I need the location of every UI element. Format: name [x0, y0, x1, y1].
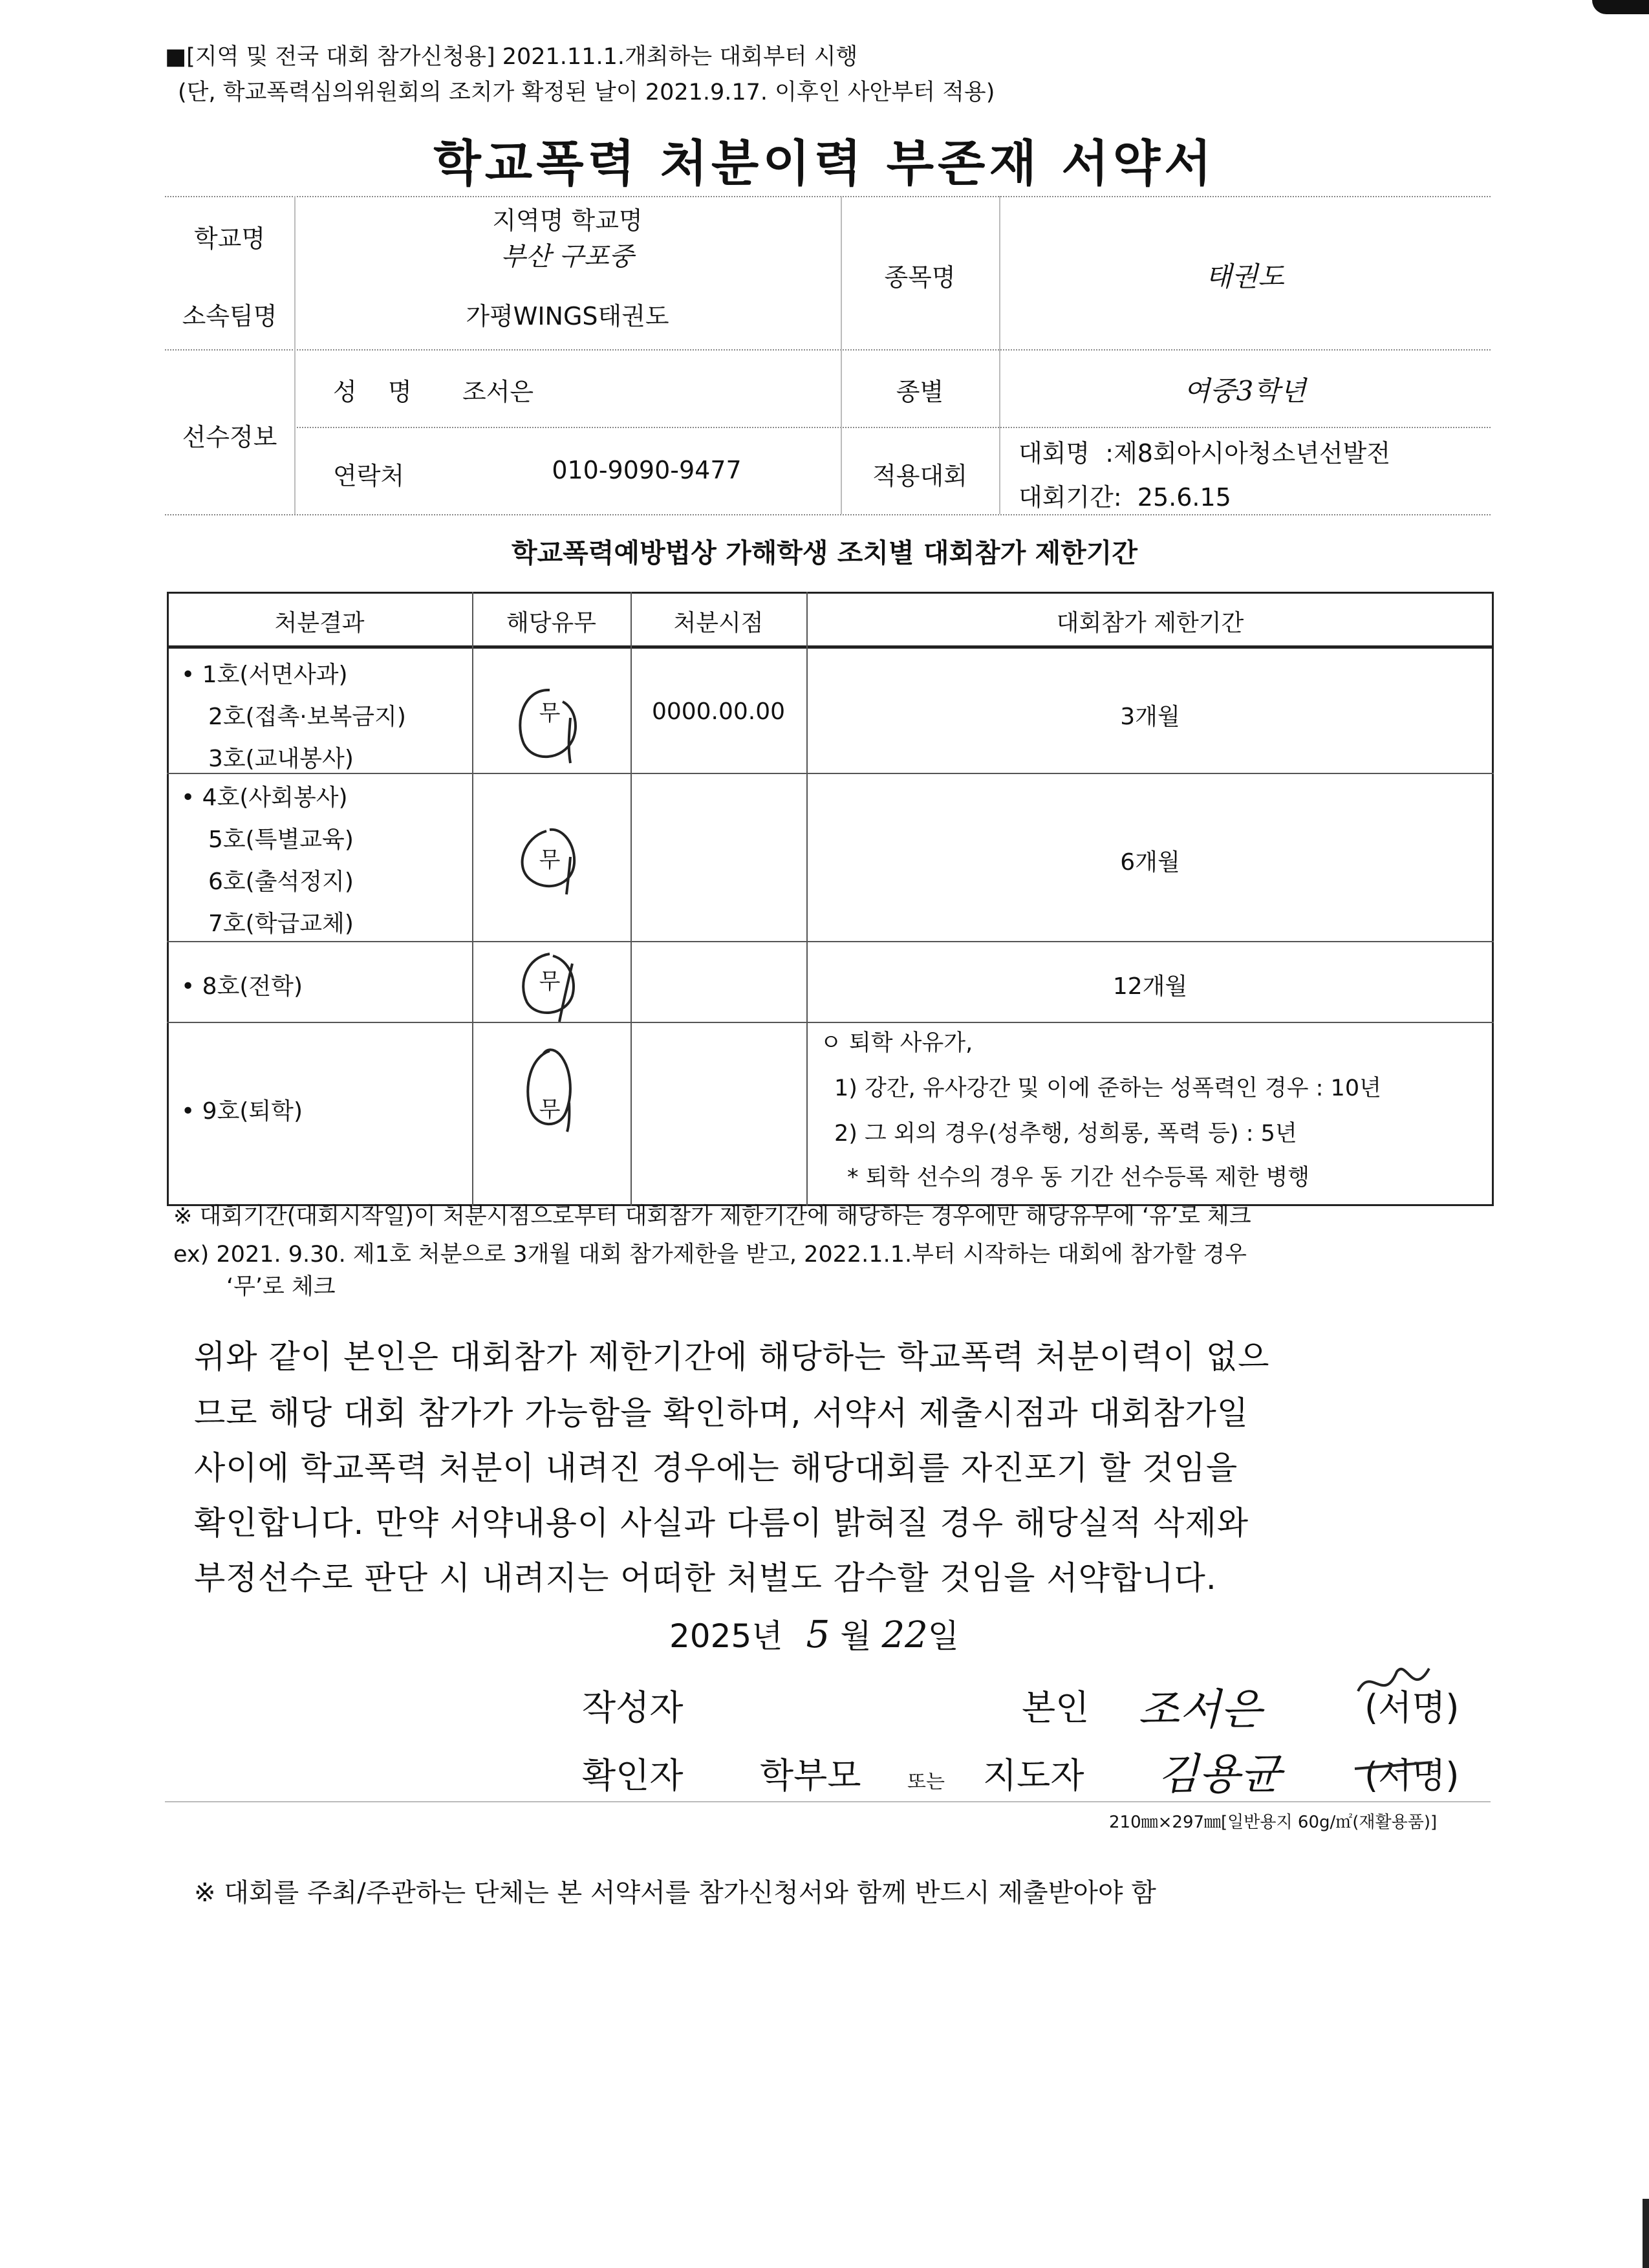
- info-bottom-line: [165, 514, 1491, 515]
- date-day: 22: [881, 1614, 928, 1656]
- date-day-suffix: 일: [927, 1617, 960, 1655]
- pledge-line-5: 부정선수로 판단 시 내려지는 어떠한 처벌도 감수할 것임을 서약합니다.: [194, 1559, 1217, 1597]
- info-mid-line: [165, 349, 1491, 351]
- row4-period-line-3: 2) 그 외의 경우(성추행, 성희롱, 폭력 등) : 5년: [834, 1121, 1297, 1147]
- row2-item-2: 5호(특별교육): [208, 826, 354, 853]
- row4-period-line-4: * 퇴학 선수의 경우 동 기간 선수등록 제한 병행: [847, 1165, 1310, 1191]
- table-col-line-3: [806, 592, 808, 1206]
- row4-check-circle: [514, 1041, 592, 1141]
- row3-item-1: • 8호(전학): [181, 973, 303, 1000]
- row3-mark: 무: [539, 969, 561, 995]
- footer-note: ※ 대회를 주최/주관하는 단체는 본 서약서를 참가신청서와 함께 반드시 제출받아야 함: [194, 1878, 1156, 1908]
- team-value: 가평WINGS태권도: [466, 302, 669, 330]
- row2-item-3: 6호(출석정지): [208, 869, 354, 895]
- scan-corner-mark: [1592, 0, 1649, 14]
- writer-label: 작성자: [582, 1687, 684, 1728]
- info-top-line: [165, 196, 1491, 197]
- sport-value: 태권도: [1205, 261, 1284, 292]
- table-header-applicable: 해당유무: [506, 610, 597, 636]
- row4-period-line-2: 1) 강간, 유사강간 및 이에 준하는 성폭력인 경우 : 10년: [834, 1075, 1381, 1101]
- row4-item-1: • 9호(퇴학): [181, 1098, 303, 1125]
- row1-item-1: • 1호(서면사과): [181, 662, 348, 688]
- event-label: 적용대회: [872, 462, 967, 490]
- contact-label: 연락처: [333, 462, 405, 490]
- coach-sign-strike: [1352, 1746, 1442, 1787]
- event-period: 대회기간: 25.6.15: [1018, 483, 1231, 512]
- name-value: 조서은: [462, 378, 534, 406]
- row2-period: 6개월: [1120, 849, 1180, 876]
- notice-line-1: ■[지역 및 전국 대회 참가신청용] 2021.11.1.개최하는 대회부터 시행: [165, 44, 858, 70]
- pledge-line-2: 므로 해당 대회 참가가 가능함을 확인하며, 서약서 제출시점과 대회참가일: [194, 1394, 1249, 1432]
- contact-value: 010-9090-9477: [552, 456, 742, 484]
- school-header: 지역명 학교명: [492, 206, 643, 235]
- self-signature: 조서은: [1138, 1685, 1262, 1734]
- pledge-line-4: 확인합니다. 만약 서약내용이 사실과 다름이 밝혀질 경우 해당실적 삭제와: [194, 1504, 1249, 1542]
- info-row-line: [294, 427, 1491, 428]
- paper-spec: 210㎜×297㎜[일반용지 60g/㎡(재활용품)]: [1109, 1813, 1438, 1832]
- category-label: 종별: [896, 378, 944, 406]
- coach-signature: 김용균: [1158, 1749, 1282, 1799]
- row1-item-3: 3호(교내봉사): [208, 746, 354, 772]
- scan-edge-mark: [1643, 2199, 1649, 2268]
- school-label: 학교명: [193, 224, 266, 253]
- table-row-line-1: [167, 773, 1494, 774]
- self-sign-suffix: (서명): [1364, 1687, 1460, 1728]
- row2-item-4: 7호(학급교체): [208, 911, 354, 937]
- row4-mark: 무: [539, 1097, 561, 1123]
- sign-divider: [165, 1801, 1491, 1802]
- category-value: 여중3학년: [1183, 375, 1306, 407]
- restriction-caption: 학교폭력예방법상 가해학생 조치별 대회참가 제한기간: [511, 537, 1138, 568]
- table-col-line-2: [630, 592, 632, 1206]
- row3-period: 12개월: [1112, 973, 1188, 1000]
- row4-period-line-1: ㅇ 퇴학 사유가,: [820, 1030, 973, 1056]
- date-year: 2025: [669, 1617, 752, 1655]
- date-year-suffix: 년: [751, 1617, 783, 1655]
- player-label: 선수정보: [182, 423, 277, 451]
- date-month: 5: [806, 1612, 830, 1656]
- note-1: ※ 대회기간(대회시작일)이 처분시점으로부터 대회참가 제한기간에 해당하는 경우에만 해당유무에 ‘유’로 체크: [173, 1204, 1251, 1229]
- restriction-table: [167, 592, 1494, 1206]
- table-header-period: 대회참가 제한기간: [1056, 610, 1244, 636]
- pledge-line-3: 사이에 학교폭력 처분이 내려진 경우에는 해당대회를 자진포기 할 것임을: [194, 1449, 1238, 1487]
- event-name: 대회명 :제8회아시아청소년선발전: [1018, 439, 1391, 468]
- school-value: 부산 구포중: [501, 242, 634, 272]
- row2-mark: 무: [539, 847, 561, 873]
- page-title: 학교폭력 처분이력 부존재 서약서: [433, 135, 1216, 192]
- coach-sign-suffix: (서명): [1364, 1755, 1460, 1796]
- table-header-line: [167, 645, 1494, 649]
- table-row-line-2: [167, 941, 1494, 942]
- self-sign-scribble: [1352, 1659, 1442, 1720]
- row1-period: 3개월: [1120, 704, 1180, 730]
- coach-label: 지도자: [983, 1755, 1084, 1796]
- date-line: [669, 1610, 959, 1657]
- confirmer-label: 확인자: [582, 1755, 684, 1796]
- parent-label: 학부모: [760, 1755, 861, 1796]
- table-col-line-1: [472, 592, 473, 1206]
- date-month-suffix: 월: [840, 1617, 872, 1655]
- row1-check-circle: [511, 682, 588, 769]
- table-header-result: 처분결과: [274, 610, 365, 636]
- row1-mark: 무: [539, 700, 561, 726]
- row3-check-circle: [511, 944, 588, 1031]
- self-label: 본인: [1022, 1687, 1090, 1728]
- row1-item-2: 2호(접촉·보복금지): [208, 704, 406, 730]
- sport-label: 종목명: [884, 263, 956, 292]
- team-label: 소속팀명: [182, 302, 277, 330]
- row2-check-circle: [511, 818, 588, 905]
- row1-date: 0000.00.00: [651, 698, 786, 725]
- note-2a: ex) 2021. 9.30. 제1호 처분으로 3개월 대회 참가제한을 받고, 2022.1.1.부터 시작하는 대회에 참가할 경우: [173, 1242, 1247, 1268]
- name-label: 성 명: [333, 378, 412, 406]
- pledge-line-1: 위와 같이 본인은 대회참가 제한기간에 해당하는 학교폭력 처분이력이 없으: [194, 1338, 1270, 1376]
- info-col-line-3: [999, 196, 1000, 514]
- note-2b: ‘무’로 체크: [226, 1274, 336, 1300]
- notice-line-2: (단, 학교폭력심의위원회의 조치가 확정된 날이 2021.9.17. 이후인 사안부터 적용): [178, 80, 995, 105]
- row2-item-1: • 4호(사회봉사): [181, 784, 348, 811]
- table-row-line-3: [167, 1022, 1494, 1023]
- table-header-date: 처분시점: [673, 610, 764, 636]
- or-label: 또는: [907, 1771, 945, 1793]
